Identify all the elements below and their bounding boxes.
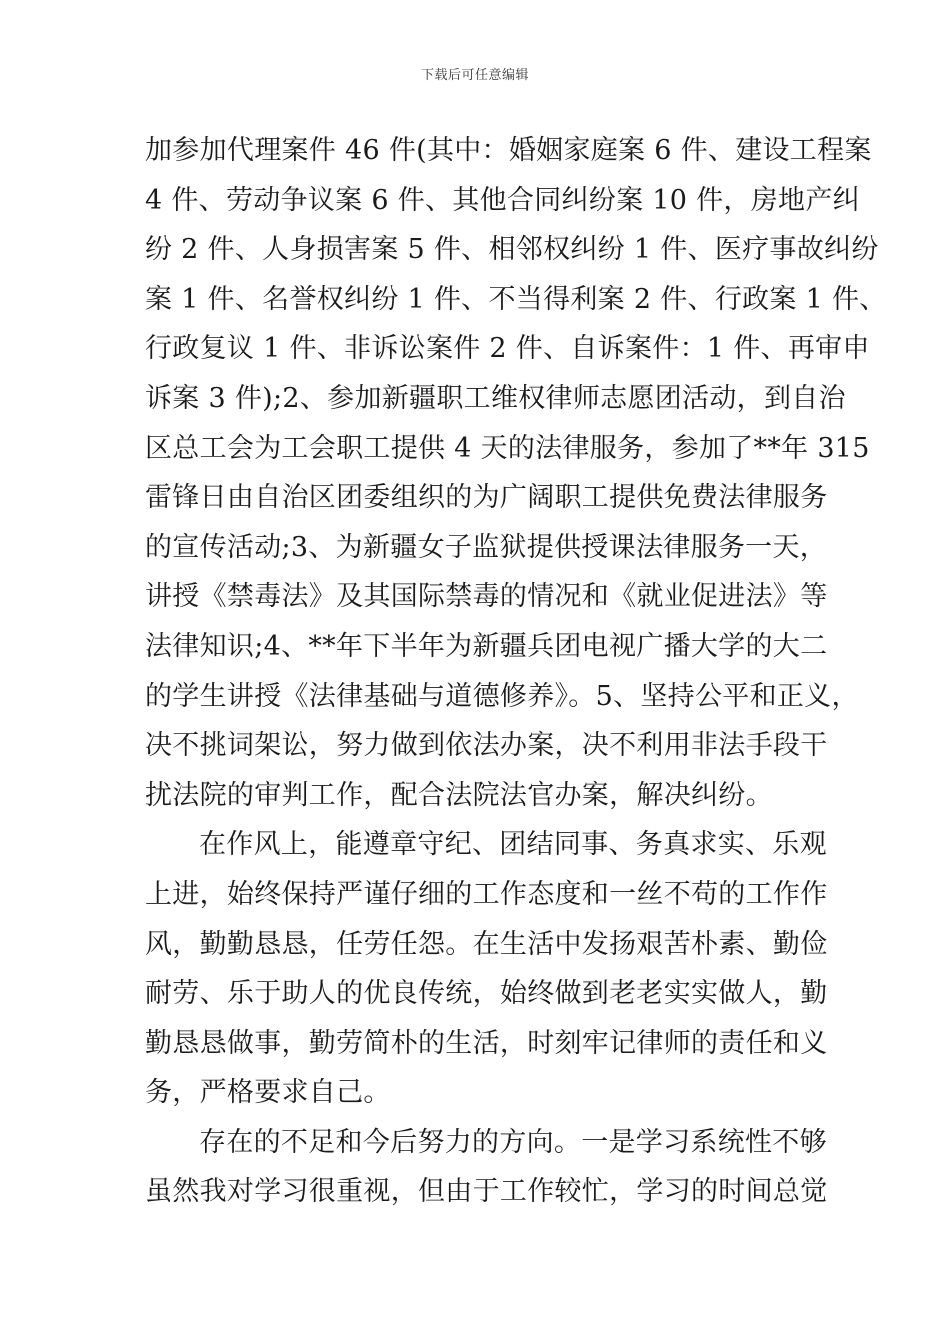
text-line: 案 1 件、名誉权纠纷 1 件、不当得利案 2 件、行政案 1 件、 bbox=[145, 283, 887, 315]
text-line: 的宣传活动;3、为新疆女子监狱提供授课法律服务一天， bbox=[145, 531, 828, 563]
text-line: 耐劳、乐于助人的优良传统，始终做到老老实实做人，勤 bbox=[145, 978, 828, 1010]
text-line: 行政复议 1 件、非诉讼案件 2 件、自诉案件：1 件、再审申 bbox=[145, 333, 870, 365]
text-line: 勤恳恳做事，勤劳简朴的生活，时刻牢记律师的责任和义 bbox=[145, 1027, 828, 1059]
text-line: 诉案 3 件);2、参加新疆职工维权律师志愿团活动，到自治 bbox=[145, 382, 846, 414]
text-line: 决不挑词架讼，努力做到依法办案，决不利用非法手段干 bbox=[145, 730, 828, 762]
text-line: 虽然我对学习很重视，但由于工作较忙，学习的时间总觉 bbox=[145, 1176, 828, 1208]
text-line: 讲授《禁毒法》及其国际禁毒的情况和《就业促进法》等 bbox=[145, 581, 828, 613]
paragraph-first-line: 存在的不足和今后努力的方向。一是学习系统性不够 bbox=[199, 1126, 827, 1158]
text-line: 雷锋日由自治区团委组织的为广阔职工提供免费法律服务 bbox=[145, 482, 828, 514]
text-line: 纷 2 件、人身损害案 5 件、相邻权纠纷 1 件、医疗事故纠纷 bbox=[145, 234, 879, 266]
paragraph-first-line: 在作风上，能遵章守纪、团结同事、务真求实、乐观 bbox=[199, 829, 827, 861]
text-line: 上进，始终保持严谨仔细的工作态度和一丝不苟的工作作 bbox=[145, 878, 828, 910]
text-line: 区总工会为工会职工提供 4 天的法律服务，参加了**年 315 bbox=[145, 432, 870, 464]
text-line: 4 件、劳动争议案 6 件、其他合同纠纷案 10 件，房地产纠 bbox=[145, 184, 860, 216]
text-line: 的学生讲授《法律基础与道德修养》。5、坚持公平和正义， bbox=[145, 680, 859, 712]
text-line: 法律知识;4、**年下半年为新疆兵团电视广播大学的大二 bbox=[145, 630, 828, 662]
page-header: 下载后可任意编辑 bbox=[420, 68, 529, 83]
text-line: 加参加代理案件 46 件(其中：婚姻家庭案 6 件、建设工程案 bbox=[145, 135, 872, 166]
document-body bbox=[145, 126, 887, 1217]
text-line: 务，严格要求自己。 bbox=[145, 1077, 391, 1109]
text-line: 扰法院的审判工作，配合法院法官办案，解决纠纷。 bbox=[145, 779, 773, 811]
text-line: 风，勤勤恳恳，任劳任怨。在生活中发扬艰苦朴素、勤俭 bbox=[145, 928, 828, 960]
